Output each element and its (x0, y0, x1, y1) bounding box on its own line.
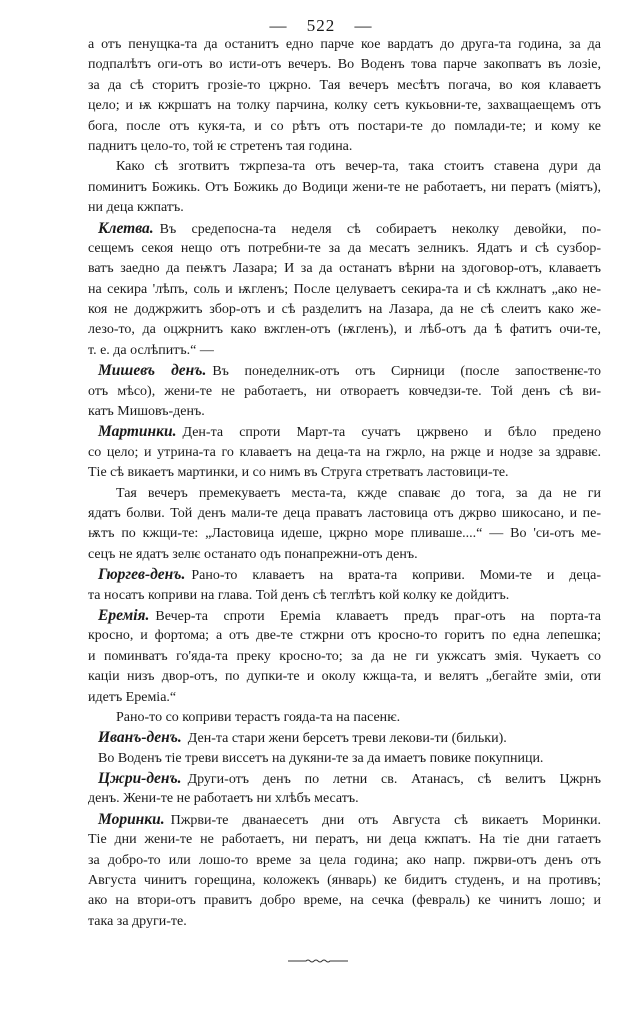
entry-heading: Мишевъ денъ. (98, 362, 207, 380)
line-text: на секира 'лѣпъ, соль и ѭгленъ; После целуваетъ секира-та и сѣ кжлнатъ „ако не- (88, 281, 601, 297)
text-paragraph (88, 35, 601, 157)
text-paragraph (88, 157, 601, 218)
line-text: бога, после отъ кукя-та, и со рѣтъ отъ постари-те до помлади-те; и кому ке (88, 118, 601, 134)
line-text: подпалѣтъ оги-отъ во исти-отъ вечеръ. Во Воденъ това парче закопватъ въ лозіе, (88, 57, 601, 73)
text-line (88, 463, 601, 483)
text-line (88, 708, 601, 728)
line-text: катъ Мишовъ-денъ. (88, 404, 205, 420)
text-line (88, 341, 601, 361)
line-text: Ден-та стари жени берсетъ треви лекови-ти (бильки). (187, 731, 507, 747)
text-line (88, 647, 601, 667)
line-text: Рано-то со коприви терастъ гояда-та на пасенѥ. (116, 709, 401, 725)
text-line (88, 586, 601, 606)
text-line (88, 382, 601, 402)
line-text: Въ средепосна-та неделя сѣ собираетъ неколку девойки, по- (159, 221, 601, 237)
entry-heading: Еремія. (98, 606, 150, 624)
page-number-dash-left: — (269, 16, 288, 35)
page-number (0, 16, 642, 36)
text-line (88, 728, 601, 748)
text-line (88, 422, 601, 442)
line-text: кросно, и фортома; а отъ две-те стжрни отъ кросно-то горитъ по една лепешка; (88, 628, 601, 644)
line-text: сецъ не ядатъ зелѥ останато одъ понапрежни-отъ денъ. (88, 546, 418, 562)
text-line (88, 810, 601, 830)
line-text: за да сѣ сторитъ грозіе-то цжрно. Тая вечеръ месѣтъ погача, во коя клаваетъ (88, 77, 601, 93)
text-line (88, 524, 601, 544)
text-line (88, 76, 601, 96)
text-line (88, 504, 601, 524)
text-line (88, 300, 601, 320)
entry-heading: Мартинки. (98, 423, 177, 441)
text-line (88, 871, 601, 891)
text-line (88, 891, 601, 911)
text-line (88, 55, 601, 75)
page-number-value: 522 (306, 16, 336, 35)
line-text: Како сѣ зготвитъ тжрпеза-та отъ вечер-та, така стоитъ ставена дури да (116, 159, 601, 175)
line-text: Вечер-та спроти Ереміа клаваетъ предъ праг-отъ на порта-та (155, 608, 601, 624)
text-line (88, 178, 601, 198)
text-line (88, 688, 601, 708)
line-text: цело; и ѭ кжршатъ на толку парчина, колку сетъ кукьовни-те, захващаещемъ отъ (88, 98, 601, 114)
text-line (88, 320, 601, 340)
line-text: ватъ заедно да пеѭтъ Лазара; И за да останатъ вѣрни на здоговор-отъ, клаваетъ (88, 261, 601, 277)
text-line (88, 259, 601, 279)
text-line (88, 117, 601, 137)
line-text: Тая вечеръ премекуваетъ места-та, кжде спаваѥ до тога, за да не ги (116, 485, 601, 501)
text-line (88, 137, 601, 157)
line-text: паднитъ цело-то, той ѥ стретенъ тая година. (88, 138, 353, 154)
line-text: идетъ Ереміа.“ (88, 689, 177, 705)
text-line (88, 35, 601, 55)
line-text: лезо-то, да оцжрнитъ како вжглен-отъ (ѭгленъ), и лѣб-отъ да ѣ фатитъ очи-те, (88, 322, 601, 338)
text-line (88, 96, 601, 116)
entry-paragraph (88, 606, 601, 708)
text-line (88, 545, 601, 565)
line-text: коя не доджржитъ збор-отъ и сѣ разделитъ на Лазара, да не сѣ слеитъ како же- (88, 302, 601, 318)
entry-heading: Иванъ-денъ. (98, 729, 182, 747)
line-text: Во Воденъ тіе треви виссетъ на дукяни-те за да имаетъ повике покупници. (98, 750, 544, 766)
line-text: т. е. да ослѣпитъ.“ — (88, 342, 214, 358)
body-text (88, 35, 601, 932)
text-line (88, 749, 601, 769)
text-line (88, 239, 601, 259)
text-line (88, 443, 601, 463)
entry-heading: Гюргев-денъ. (98, 566, 186, 584)
line-text: ѭтъ по кжщи-те: „Ластовица идеше, цжрно море пливаше....“ — Во 'си-отъ ме- (88, 526, 601, 542)
line-text: Тіе сѣ викаетъ мартинки, и со нимъ въ Струга стретватъ ластовици-те. (88, 465, 509, 481)
entry-heading: Цжри-денъ. (98, 770, 182, 788)
line-text: сещемъ секоя нещо отъ потребни-те за да месатъ зелникъ. Ядатъ и сѣ сузбор- (88, 240, 601, 256)
line-text: Августа чинитъ горещина, коложекъ (январь) ке бидитъ студенъ, и на противъ; (88, 873, 601, 889)
text-line (88, 157, 601, 177)
text-line (88, 912, 601, 932)
entry-heading: Клетва. (98, 219, 154, 237)
line-text: и поминватъ го'яда-та преку кросно-то; за да не ги укжсатъ змія. Чукаетъ со (88, 648, 601, 664)
line-text: Ден-та спроти Март-та сучатъ цжрвено и бѣло предено (182, 425, 601, 441)
entry-paragraph (88, 219, 601, 362)
line-text: ако на втори-отъ правитъ добро време, на сечка (февраль) ке чинитъ лошо; и (88, 893, 601, 909)
text-line (88, 280, 601, 300)
text-paragraph (88, 484, 601, 566)
entry-paragraph (88, 361, 601, 422)
line-text: ядатъ болви. Той денъ мали-те деца праватъ ластовица отъ джрво шикосано, и пе- (88, 505, 601, 521)
line-text: каціи низъ двор-отъ, по дупки-те и околу кжща-та, и велятъ „бегайте зміи, оти (88, 669, 601, 685)
page-number-dash-right: — (354, 16, 373, 35)
line-text: за добро-то или лошо-то време за цела година; ако напр. пжрви-отъ денъ отъ (88, 852, 601, 868)
text-line (88, 198, 601, 218)
text-line (88, 219, 601, 239)
text-line (88, 484, 601, 504)
text-line (88, 789, 601, 809)
line-text: Пжрви-те дванаесетъ дни отъ Августа сѣ викаетъ Моринки. (170, 812, 601, 828)
text-line (88, 565, 601, 585)
entry-paragraph (88, 422, 601, 483)
entry-paragraph (88, 769, 601, 810)
entry-paragraph (88, 810, 601, 932)
text-line (88, 830, 601, 850)
line-text: поминитъ Божикь. Отъ Божикь до Водици жени-те не работаетъ, ни ператъ (міятъ), (88, 179, 601, 195)
text-paragraph (88, 708, 601, 728)
line-text: така за други-те. (88, 913, 187, 929)
entry-paragraph (88, 565, 601, 606)
line-text: Други-отъ денъ по летни св. Атанасъ, сѣ велитъ Цжрнъ (187, 772, 601, 788)
text-paragraph (88, 749, 601, 769)
line-text: отъ мѣсо), жени-те не работаетъ, ни отвораетъ ковчедзи-те. Той денъ сѣ ви- (88, 383, 601, 399)
end-ornament-divider (288, 957, 348, 965)
line-text: ни деца кжпатъ. (88, 200, 184, 216)
line-text: Рано-то клаваетъ на врата-та коприви. Моми-те и деца- (191, 568, 601, 584)
entry-paragraph (88, 728, 601, 748)
line-text: со цело; и утрина-та го клаваетъ на деца-та на гжрло, на ржце и нодзе за здравѥ. (88, 444, 601, 460)
text-line (88, 667, 601, 687)
text-line (88, 769, 601, 789)
line-text: Въ понеделник-отъ отъ Сирници (после запоственѥ-то (212, 364, 601, 380)
text-line (88, 402, 601, 422)
text-line (88, 606, 601, 626)
text-line (88, 626, 601, 646)
line-text: а отъ пенущка-та да останитъ едно парче кое вардатъ до друга-та година, за да (88, 37, 601, 52)
line-text: денъ. Жени-те не работаетъ ни хлѣбъ месатъ. (88, 791, 359, 807)
text-line (88, 851, 601, 871)
line-text: Тіе дни жени-те не работаетъ, ни ператъ, ни деца кжпатъ. На тіе дни гатаетъ (88, 832, 601, 848)
entry-heading: Моринки. (98, 810, 165, 828)
text-line (88, 361, 601, 381)
line-text: та носатъ коприви на глава. Той денъ сѣ теглѣтъ кой колку ке дойдитъ. (88, 587, 510, 603)
